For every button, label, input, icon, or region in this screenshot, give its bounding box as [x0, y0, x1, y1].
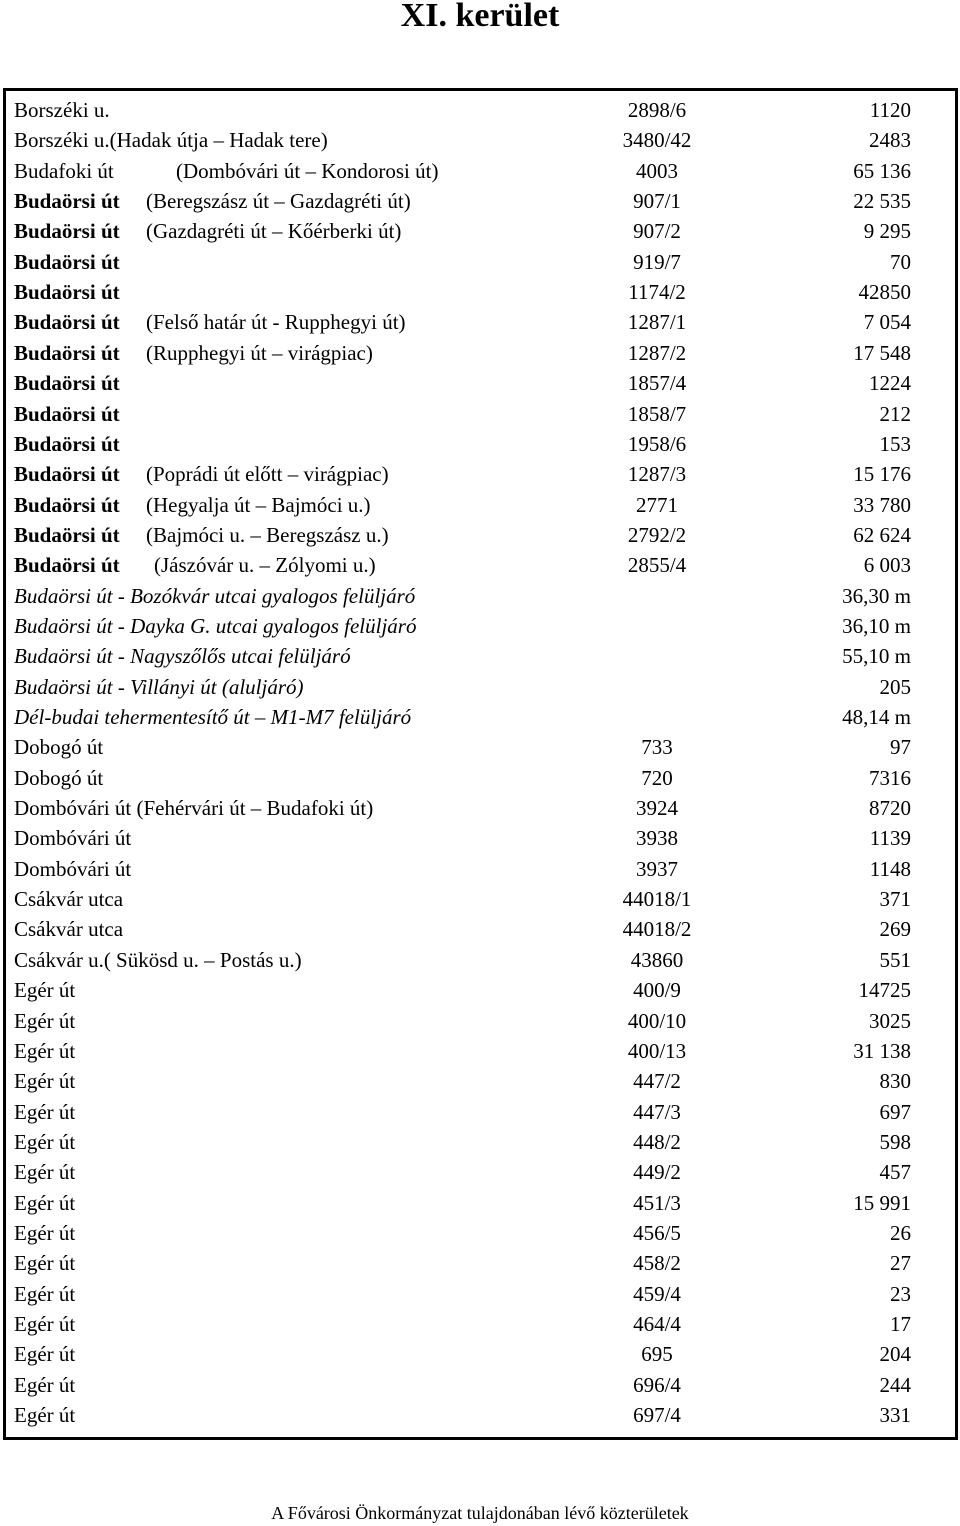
area-value: 7316 [869, 765, 911, 790]
table-row [6, 1066, 955, 1096]
street-name: Egér út [14, 1190, 76, 1215]
parcel-number: 697/4 [633, 1403, 681, 1428]
street-name: Budaörsi út [14, 371, 120, 396]
table-row [6, 95, 955, 125]
street-section: (Poprádi út előtt – virágpiac) [146, 462, 389, 487]
street-name: Budaörsi út [14, 310, 120, 335]
area-value: 830 [879, 1069, 911, 1094]
area-value: 205 [879, 674, 911, 699]
street-name: Dombóvári út (Fehérvári út – Budafoki út) [14, 796, 374, 821]
table-row [6, 277, 955, 307]
street-name: Budaörsi út [14, 522, 120, 547]
street-name: Budaörsi út - Dayka G. utcai gyalogos felüljáró [14, 613, 417, 638]
table-row [6, 1339, 955, 1369]
street-name: Dél-budai tehermentesítő út – M1-M7 felüljáró [14, 705, 412, 729]
parcel-number: 3937 [636, 856, 678, 881]
parcel-number: 733 [641, 735, 673, 760]
table-row [6, 914, 955, 944]
street-name: Egér út [14, 1069, 76, 1094]
table-row [6, 459, 955, 489]
table-row [6, 186, 955, 216]
area-value: 331 [879, 1403, 911, 1428]
area-value: 457 [879, 1160, 911, 1185]
street-name: Budaörsi út - Bozókvár utcai gyalogos felüljáró [14, 583, 416, 608]
parcel-number: 458/2 [633, 1251, 681, 1276]
table-row [6, 1036, 955, 1066]
street-name: Budaörsi út [14, 249, 120, 274]
parcel-number: 919/7 [633, 249, 681, 274]
street-name: Egér út [14, 1312, 76, 1336]
street-name: Borszéki u. [14, 98, 110, 122]
area-value: 371 [879, 887, 911, 912]
table-row [6, 1370, 955, 1400]
parcel-number: 456/5 [633, 1220, 681, 1245]
street-section: (Dombóvári út – Kondorosi út) [176, 158, 439, 183]
parcel-number: 1958/6 [627, 431, 687, 456]
street-name: Egér út [14, 978, 76, 1003]
area-value: 65 136 [853, 158, 911, 183]
table-row [6, 399, 955, 429]
table-row [6, 975, 955, 1005]
parcel-number: 1287/3 [627, 462, 687, 487]
area-value: 7 054 [863, 310, 911, 335]
street-name: Egér út [14, 1038, 76, 1063]
area-value: 22 535 [853, 189, 911, 214]
table-row [6, 490, 955, 520]
area-value: 212 [879, 401, 911, 426]
area-value: 9 295 [863, 219, 911, 244]
table-row [6, 1400, 955, 1430]
parcel-number: 3924 [636, 796, 678, 821]
area-value: 551 [879, 947, 911, 972]
parcel-number: 1858/7 [627, 401, 687, 426]
table-row [6, 156, 955, 186]
area-value: 1224 [869, 371, 911, 396]
area-value: 697 [879, 1099, 911, 1124]
table-row [6, 611, 955, 641]
table-row [6, 702, 955, 732]
table-row [6, 1218, 955, 1248]
area-value: 1148 [869, 856, 911, 881]
street-name: Budaörsi út [14, 492, 120, 517]
area-value: 1120 [869, 98, 911, 122]
parcel-number: 400/13 [627, 1038, 687, 1063]
parcel-number: 720 [641, 765, 673, 790]
street-name: Dobogó út [14, 765, 104, 790]
parcel-number: 2898/6 [627, 98, 687, 122]
area-value: 17 [890, 1312, 911, 1336]
area-value: 36,30 m [842, 583, 911, 608]
page-footer: A Fővárosi Önkormányzat tulajdonában lévő közterületek [271, 1503, 689, 1523]
parcel-number: 44018/2 [622, 917, 692, 942]
parcel-number: 1174/2 [628, 280, 686, 305]
parcel-number: 1287/1 [627, 310, 687, 335]
street-name: Budaörsi út - Nagyszőlős utcai felüljáró [14, 644, 351, 669]
area-value: 70 [890, 249, 911, 274]
street-name: Budafoki út [14, 158, 114, 183]
parcel-number: 451/3 [633, 1190, 681, 1215]
area-value: 1139 [869, 826, 911, 851]
street-name: Dobogó út [14, 735, 104, 760]
area-value: 598 [879, 1129, 911, 1154]
street-name: Egér út [14, 1342, 76, 1367]
street-section: (Bajmóci u. – Beregszász u.) [146, 522, 389, 547]
parcel-number: 44018/1 [622, 887, 692, 912]
street-name: Egér út [14, 1099, 76, 1124]
street-name: Egér út [14, 1403, 76, 1428]
parcel-number: 447/3 [633, 1099, 681, 1124]
parcel-number: 907/1 [633, 189, 681, 214]
parcel-number: 4003 [636, 158, 678, 183]
street-name: Csákvár utca [14, 917, 124, 942]
street-section: (Felső határ út - Rupphegyi út) [146, 310, 406, 335]
street-section: (Beregszász út – Gazdagréti út) [146, 189, 411, 214]
table-row [6, 307, 955, 337]
area-value: 153 [879, 431, 911, 456]
parcel-number: 400/9 [633, 978, 681, 1003]
street-name: Egér út [14, 1008, 76, 1033]
parcel-number: 400/10 [627, 1008, 687, 1033]
street-name: Csákvár utca [14, 887, 124, 912]
area-value: 36,10 m [842, 613, 911, 638]
street-name: Dombóvári út [14, 826, 132, 851]
page-title: XI. kerület [400, 0, 560, 34]
parcel-number: 2855/4 [627, 553, 687, 578]
parcel-number: 696/4 [633, 1372, 681, 1397]
table-row [6, 216, 955, 246]
street-name: Csákvár u.( Sükösd u. – Postás u.) [14, 947, 302, 972]
table-row [6, 1309, 955, 1339]
area-value: 17 548 [853, 340, 911, 365]
street-name: Egér út [14, 1129, 76, 1154]
table-row [6, 1188, 955, 1218]
table-row [6, 884, 955, 914]
street-name: Borszéki u.(Hadak útja – Hadak tere) [14, 128, 328, 153]
table-row [6, 823, 955, 853]
table-row [6, 672, 955, 702]
street-section: (Hegyalja út – Bajmóci u.) [146, 492, 371, 517]
table-row [6, 581, 955, 611]
parcel-number: 459/4 [633, 1281, 681, 1306]
street-name: Dombóvári út [14, 856, 132, 881]
parcel-number: 1857/4 [627, 371, 687, 396]
area-value: 26 [890, 1220, 911, 1245]
table-row [6, 854, 955, 884]
area-value: 3025 [869, 1008, 911, 1033]
table-row [6, 763, 955, 793]
parcel-number: 2771 [636, 492, 678, 517]
street-name: Budaörsi út [14, 340, 120, 365]
street-name: Egér út [14, 1220, 76, 1245]
area-value: 27 [890, 1251, 911, 1276]
area-value: 48,14 m [842, 705, 911, 729]
table-row [6, 429, 955, 459]
area-value: 62 624 [853, 522, 911, 547]
street-name: Budaörsi út [14, 462, 120, 487]
table-row [6, 732, 955, 762]
street-section: (Rupphegyi út – virágpiac) [146, 340, 373, 365]
parcel-number: 447/2 [633, 1069, 681, 1094]
area-value: 6 003 [863, 553, 911, 578]
area-value: 14725 [858, 978, 911, 1003]
street-name: Budaörsi út - Villányi út (aluljáró) [14, 674, 304, 699]
street-table [3, 88, 958, 1440]
area-value: 31 138 [853, 1038, 911, 1063]
table-row [6, 1097, 955, 1127]
street-name: Egér út [14, 1160, 76, 1185]
parcel-number: 695 [641, 1342, 673, 1367]
street-name: Budaörsi út [14, 401, 120, 426]
table-row [6, 338, 955, 368]
table-row [6, 247, 955, 277]
area-value: 33 780 [853, 492, 911, 517]
area-value: 23 [890, 1281, 911, 1306]
parcel-number: 448/2 [633, 1129, 681, 1154]
parcel-number: 2792/2 [627, 522, 687, 547]
area-value: 2483 [869, 128, 911, 153]
table-row [6, 641, 955, 671]
parcel-number: 1287/2 [627, 340, 687, 365]
table-row [6, 1127, 955, 1157]
area-value: 15 176 [853, 462, 911, 487]
table-row [6, 520, 955, 550]
street-name: Budaörsi út [14, 219, 120, 244]
table-row [6, 1248, 955, 1278]
street-section: (Gazdagréti út – Kőérberki út) [146, 219, 402, 244]
table-row [6, 550, 955, 580]
area-value: 8720 [869, 796, 911, 821]
street-name: Budaörsi út [14, 553, 120, 578]
parcel-number: 449/2 [633, 1160, 681, 1185]
area-value: 55,10 m [842, 644, 911, 669]
parcel-number: 3938 [636, 826, 678, 851]
table-row [6, 1279, 955, 1309]
area-value: 244 [879, 1372, 911, 1397]
table-row [6, 945, 955, 975]
table-row [6, 793, 955, 823]
street-name: Budaörsi út [14, 431, 120, 456]
table-row [6, 1006, 955, 1036]
area-value: 269 [879, 917, 911, 942]
table-row [6, 368, 955, 398]
parcel-number: 464/4 [633, 1312, 681, 1336]
area-value: 15 991 [853, 1190, 911, 1215]
table-row [6, 125, 955, 155]
street-name: Budaörsi út [14, 189, 120, 214]
street-name: Egér út [14, 1372, 76, 1397]
area-value: 42850 [858, 280, 911, 305]
street-name: Budaörsi út [14, 280, 120, 305]
street-section: (Jászóvár u. – Zólyomi u.) [154, 553, 376, 578]
area-value: 97 [890, 735, 911, 760]
parcel-number: 907/2 [633, 219, 681, 244]
parcel-number: 43860 [630, 947, 684, 972]
street-name: Egér út [14, 1251, 76, 1276]
street-name: Egér út [14, 1281, 76, 1306]
area-value: 204 [879, 1342, 911, 1367]
table-row [6, 1157, 955, 1187]
parcel-number: 3480/42 [622, 128, 692, 153]
